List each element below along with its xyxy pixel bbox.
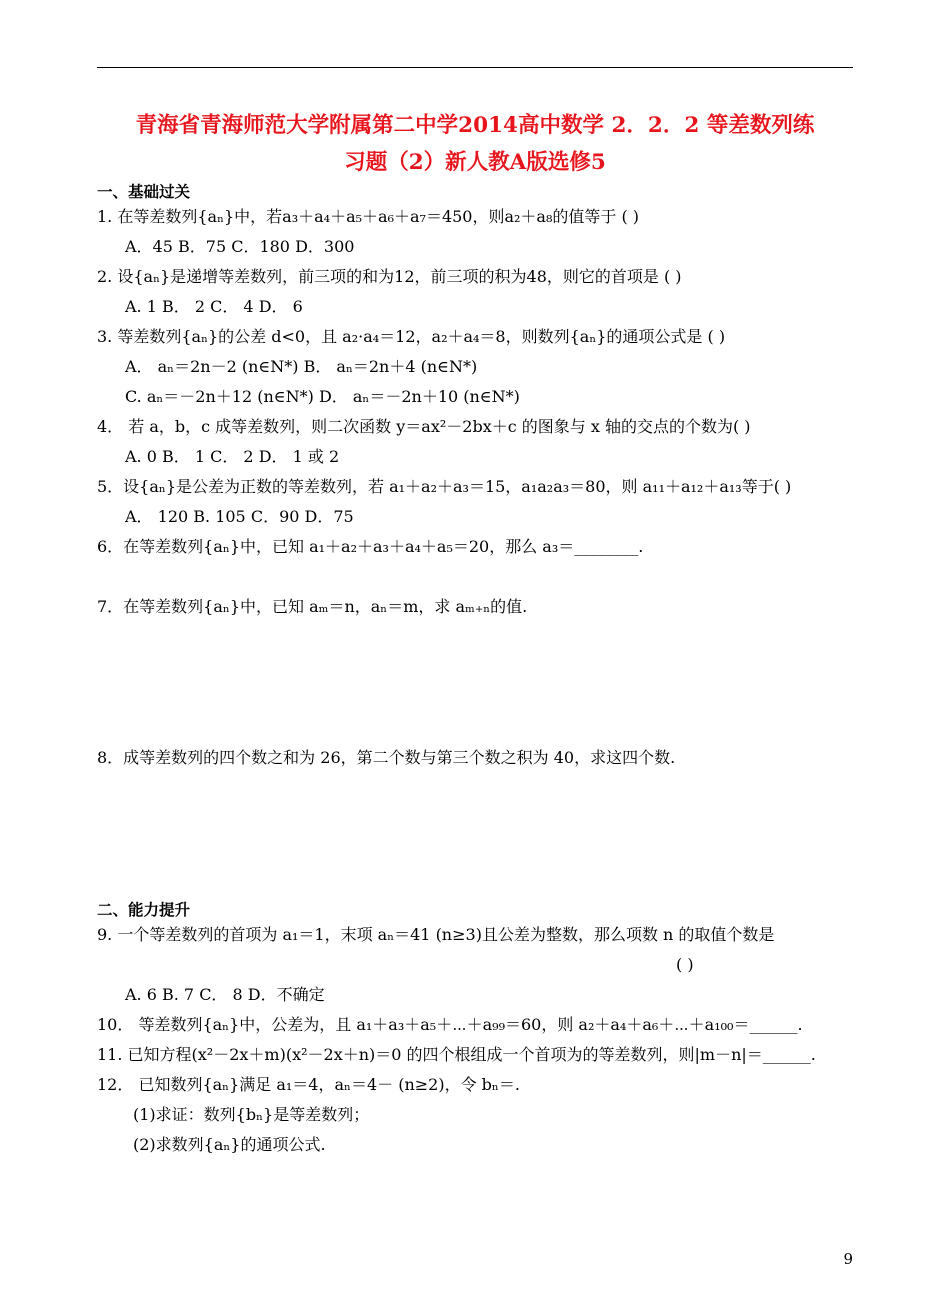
doc-title-line1: 青海省青海师范大学附属第二中学2014高中数学 2．2．2 等差数列练 — [135, 113, 815, 138]
question-9-options: A. 6 B. 7 C． 8 D．不确定 — [125, 985, 325, 1004]
question-1: 1. 在等差数列{aₙ}中，若a₃＋a₄＋a₅＋a₆＋a₇＝450，则a₂＋a₈的值等于 ( ) — [97, 207, 640, 226]
question-12-part2: (2)求数列{aₙ}的通项公式. — [133, 1135, 326, 1154]
question-6: 6．在等差数列{aₙ}中，已知 a₁＋a₂＋a₃＋a₄＋a₅＝20，那么 a₃＝________. — [97, 537, 644, 556]
question-11: 11. 已知方程(x²－2x＋m)(x²－2x＋n)＝0 的四个根组成一个首项为的等差数列，则|m－n|＝______. — [97, 1045, 816, 1064]
question-8: 8．成等差数列的四个数之和为 26，第二个数与第三个数之积为 40，求这四个数. — [97, 748, 676, 767]
section-heading-basic: 一、基础过关 — [97, 183, 191, 201]
question-2-options: A. 1 B． 2 C． 4 D． 6 — [125, 297, 303, 316]
section-heading-advanced: 二、能力提升 — [97, 901, 191, 919]
question-2: 2. 设{aₙ}是递增等差数列，前三项的和为12，前三项的积为48，则它的首项是 ( ) — [97, 267, 682, 286]
question-4: 4． 若 a，b，c 成等差数列，则二次函数 y＝ax²－2bx＋c 的图象与 x 轴的交点的个数为( ) — [97, 417, 751, 436]
question-1-options: A．45 B．75 C．180 D．300 — [125, 237, 355, 256]
question-10: 10． 等差数列{aₙ}中，公差为，且 a₁＋a₃＋a₅＋⋯＋a₉₉＝60，则 a₂＋a₄＋a₆＋⋯＋a₁₀₀＝______. — [97, 1015, 803, 1034]
question-5: 5．设{aₙ}是公差为正数的等差数列，若 a₁＋a₂＋a₃＝15，a₁a₂a₃＝80，则 a₁₁＋a₁₂＋a₁₃等于( ) — [97, 477, 792, 496]
question-3-options-ab: A． aₙ＝2n－2 (n∈N*) B． aₙ＝2n＋4 (n∈N*) — [125, 357, 478, 376]
question-12: 12． 已知数列{aₙ}满足 a₁＝4，aₙ＝4－ (n≥2)，令 bₙ＝. — [97, 1075, 520, 1094]
question-3-options-cd: C. aₙ＝－2n＋12 (n∈N*) D． aₙ＝－2n＋10 (n∈N*) — [125, 387, 520, 406]
question-9-bracket: ( ) — [676, 955, 694, 974]
question-5-options: A． 120 B. 105 C．90 D．75 — [125, 507, 354, 526]
question-3: 3. 等差数列{aₙ}的公差 d<0，且 a₂·a₄＝12，a₂＋a₄＝8，则数列{aₙ}的通项公式是 ( ) — [97, 327, 726, 346]
question-7: 7．在等差数列{aₙ}中，已知 aₘ＝n，aₙ＝m，求 aₘ₊ₙ的值. — [97, 597, 528, 616]
question-9: 9. 一个等差数列的首项为 a₁＝1，末项 aₙ＝41 (n≥3)且公差为整数，那么项数 n 的取值个数是 — [97, 925, 775, 944]
header-rule — [97, 67, 853, 68]
question-12-part1: (1)求证：数列{bₙ}是等差数列； — [133, 1105, 370, 1124]
page-number: 9 — [843, 1250, 853, 1268]
doc-title-line2: 习题（2）新人教A版选修5 — [344, 150, 606, 175]
question-4-options: A. 0 B． 1 C． 2 D． 1 或 2 — [125, 447, 340, 466]
